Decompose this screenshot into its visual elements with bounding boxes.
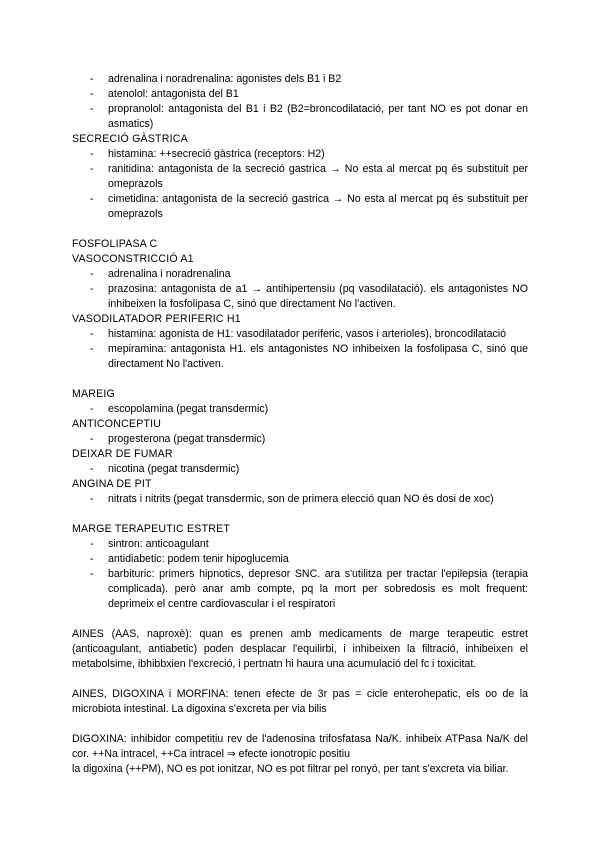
- paragraph-aines: [72, 627, 528, 672]
- paragraph-digoxina: [72, 732, 528, 777]
- section-heading: SECRECIÓ GÀSTRICA: [72, 133, 188, 145]
- list-item: - prazosina: antagonista de a1 → antihipertensiu (pq vasodilatació). els antagonistes NO inhibeixen la fosfolipasa C, sinó que directament No l'activen.: [72, 282, 528, 312]
- vasoconstriccio-list: [72, 267, 528, 312]
- list-item: - atenolol: antagonista del B1: [72, 87, 528, 102]
- list-item: - mepiramina: antagonista H1. els antagonistes NO inhibeixen la fosfolipasa C, sinó que directament No l'activen.: [72, 342, 528, 372]
- list-item: - antidiabetic: podem tenir hipoglucemia: [72, 552, 528, 567]
- marge-list: [72, 537, 528, 612]
- beta-list: [72, 72, 528, 132]
- section-heading: VASOCONSTRICCIÓ A1: [72, 253, 194, 265]
- paragraph-aines-digoxina: [72, 687, 528, 717]
- section-heading: FOSFOLIPASA C: [72, 238, 158, 250]
- section-heading: ANTICONCEPTIU: [72, 418, 162, 430]
- deixar-fumar-list: [72, 462, 528, 477]
- list-item: - adrenalina i noradrenalina: [72, 267, 528, 282]
- spacer: [72, 612, 528, 627]
- secrecio-list: [72, 147, 528, 222]
- spacer: [72, 222, 528, 237]
- list-item: - progesterona (pegat transdermic): [72, 432, 528, 447]
- list-item: - histamina: agonista de H1: vasodilatador periferic, vasos i arterioles), broncodilatació: [72, 327, 528, 342]
- list-item: - histamina: ++secreció gàstrica (receptors: H2): [72, 147, 528, 162]
- spacer: [72, 717, 528, 732]
- mareig-list: [72, 402, 528, 417]
- list-item: - sintron: anticoagulant: [72, 537, 528, 552]
- paragraph-line: la digoxina (++PM), NO es pot ionitzar, NO es pot filtrar pel ronyó, per tant s'excreta via biliar.: [72, 763, 509, 775]
- paragraph-line: AINES, DIGOXINA i MORFINA: tenen efecte de 3r pas = cicle enterohepatic, els oo de la microbiota intestinal. La digoxina s'excreta per via bilis: [72, 688, 528, 715]
- list-item: - adrenalina i noradrenalina: agonistes dels B1 i B2: [72, 72, 528, 87]
- spacer: [72, 372, 528, 387]
- document-content: [72, 72, 528, 777]
- paragraph-line: DIGOXINA: inhibidor competitiu rev de l'adenosina trifosfatasa Na/K. inhibeix ATPasa Na/K del cor. ++Na intracel, ++Ca intracel ⇒ efecte ionotropic positiu: [72, 733, 528, 760]
- angina-list: [72, 492, 528, 507]
- vasodilatador-list: [72, 327, 528, 372]
- section-heading: MAREIG: [72, 388, 115, 400]
- paragraph-line: AINES (AAS, naproxè): quan es prenen amb medicaments de marge terapeutic estret (anticoagulant, antiabetic) poden desplacar l'equilirbi, i inhibeixen la filtració, inhibeixen el metabolsime, ibhibbxien l'excreció, i pertnatn hi haura una acumulació del fc i toxicitat.: [72, 628, 528, 670]
- section-heading: VASODILATADOR PERIFERIC H1: [72, 313, 241, 325]
- anticonceptiu-list: [72, 432, 528, 447]
- spacer: [72, 507, 528, 522]
- list-item: - propranolol: antagonista del B1 i B2 (B2=broncodilatació, per tant NO es pot donar en asmatics): [72, 102, 528, 132]
- section-heading: DEIXAR DE FUMAR: [72, 448, 173, 460]
- section-heading: MARGE TERAPEUTIC ESTRET: [72, 523, 231, 535]
- list-item: - ranitidina: antagonista de la secreció gastrica → No esta al mercat pq és substituit per omeprazols: [72, 162, 528, 192]
- list-item: - escopolamina (pegat transdermic): [72, 402, 528, 417]
- list-item: - cimetidina: antagonista de la secreció gastrica → No esta al mercat pq és substituit per omeprazols: [72, 192, 528, 222]
- section-heading: ANGINA DE PIT: [72, 478, 152, 490]
- list-item: - nicotina (pegat transdermic): [72, 462, 528, 477]
- list-item: - barbituric: primers hipnotics, depresor SNC. ara s'utilitza per tractar l'epilepsia (terapia complicada). però anar amb compte, pq la mort per sobredosis es molt frequent: deprimeix el centre cardiovascular i el respiratori: [72, 567, 528, 612]
- spacer: [72, 672, 528, 687]
- list-item: - nitrats i nitrits (pegat transdermic, son de primera elecció quan NO és dosi de xoc): [72, 492, 528, 507]
